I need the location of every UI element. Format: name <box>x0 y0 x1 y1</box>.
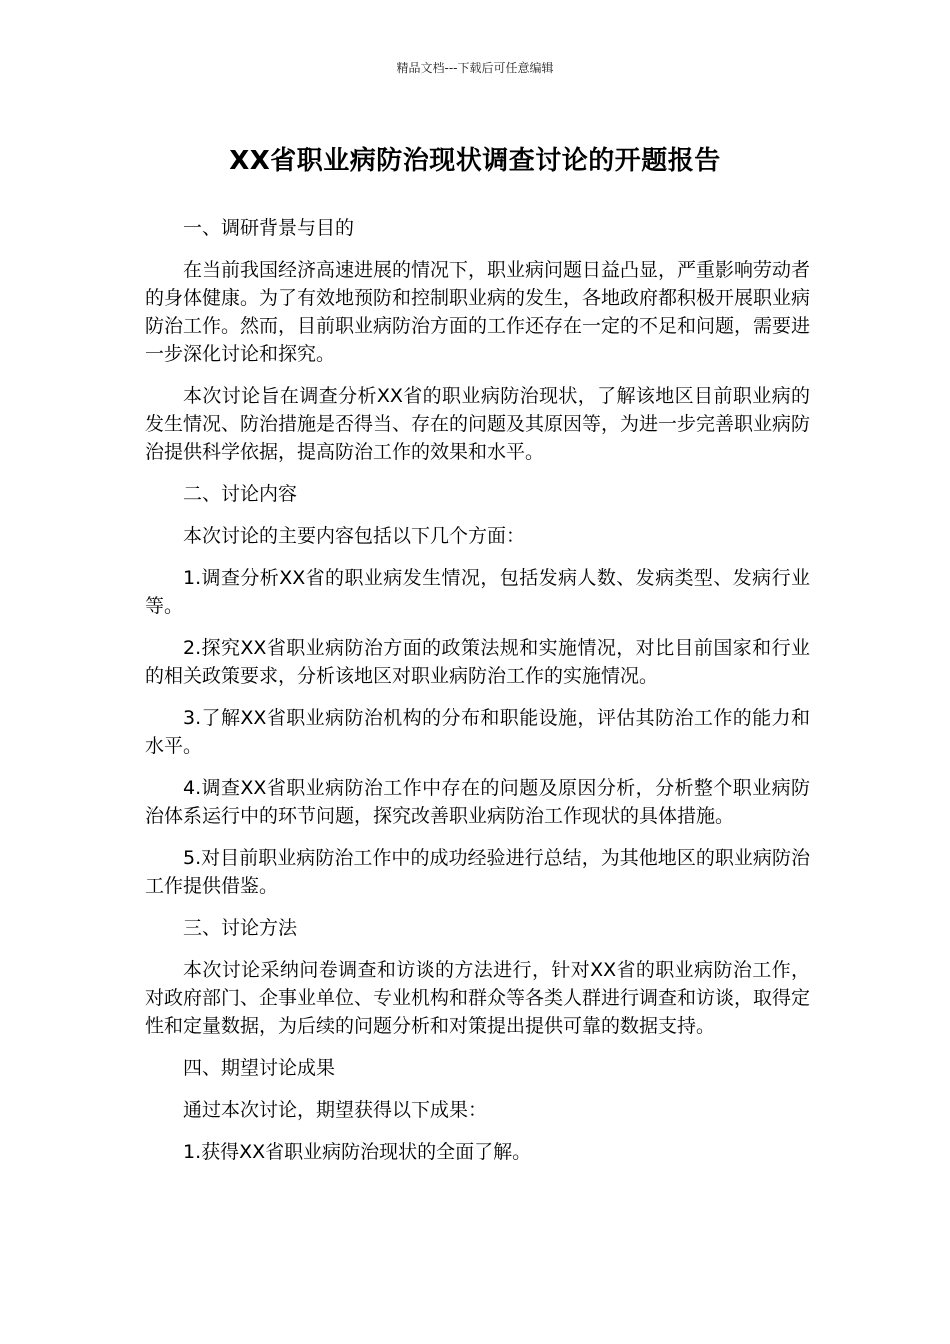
paragraph: 本次讨论采纳问卷调查和访谈的方法进行，针对XX省的职业病防治工作，对政府部门、企事业单位、专业机构和群众等各类人群进行调查和访谈，取得定性和定量数据，为后续的问题分析和对策提出提供可靠的数据支持。 <box>145 959 811 1037</box>
section-heading: 三、讨论方法 <box>183 917 298 939</box>
list-item: 2.探究XX省职业病防治方面的政策法规和实施情况，对比目前国家和行业的相关政策要求，分析该地区对职业病防治工作的实施情况。 <box>145 637 810 687</box>
paragraph: 本次讨论旨在调查分析XX省的职业病防治现状，了解该地区目前职业病的发生情况、防治措施是否得当、存在的问题及其原因等，为进一步完善职业病防治提供科学依据，提高防治工作的效果和水平。 <box>145 385 811 463</box>
section-heading: 一、调研背景与目的 <box>183 217 355 239</box>
paragraph: 在当前我国经济高速进展的情况下，职业病问题日益凸显，严重影响劳动者的身体健康。为了有效地预防和控制职业病的发生，各地政府都积极开展职业病防治工作。然而，目前职业病防治方面的工作还存在一定的不足和问题，需要进一步深化讨论和探究。 <box>145 259 811 365</box>
list-item: 4.调查XX省职业病防治工作中存在的问题及原因分析，分析整个职业病防治体系运行中的环节问题，探究改善职业病防治工作现状的具体措施。 <box>145 777 810 827</box>
section-heading: 四、期望讨论成果 <box>183 1057 336 1079</box>
paragraph: 通过本次讨论，期望获得以下成果： <box>183 1099 488 1121</box>
list-item: 1.获得XX省职业病防治现状的全面了解。 <box>183 1141 532 1163</box>
section-heading: 二、讨论内容 <box>183 483 298 505</box>
document-title: XX省职业病防治现状调查讨论的开题报告 <box>229 146 721 176</box>
list-item: 1.调查分析XX省的职业病发生情况，包括发病人数、发病类型、发病行业等。 <box>145 567 810 617</box>
document-body <box>145 214 810 1180</box>
list-item: 3.了解XX省职业病防治机构的分布和职能设施，评估其防治工作的能力和水平。 <box>145 707 810 757</box>
list-item: 5.对目前职业病防治工作中的成功经验进行总结，为其他地区的职业病防治工作提供借鉴。 <box>145 847 810 897</box>
header-note: 精品文档---下载后可任意编辑 <box>396 61 554 75</box>
paragraph: 本次讨论的主要内容包括以下几个方面： <box>183 525 526 547</box>
